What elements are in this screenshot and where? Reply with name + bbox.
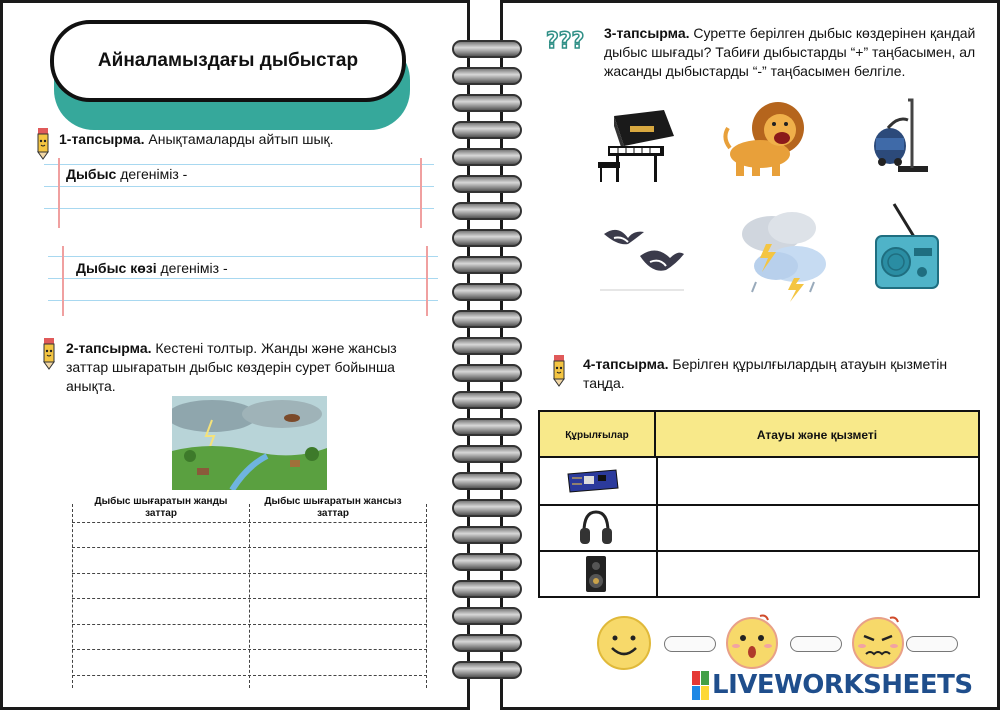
task4-table xyxy=(538,410,980,598)
liveworksheets-text: LIVEWORKSHEETS xyxy=(712,670,973,700)
thunderstorm-image[interactable] xyxy=(736,208,830,304)
definition-sound: Дыбыс дегеніміз - xyxy=(66,166,188,182)
svg-text:???: ??? xyxy=(546,29,585,54)
task1-heading: 1-тапсырма. Анықтамаларды айтып шық. xyxy=(59,131,334,147)
birds-image[interactable] xyxy=(600,220,684,292)
definition-sound-input[interactable] xyxy=(180,160,420,208)
task4-answer-1[interactable] xyxy=(660,460,976,502)
emoji-answer-1[interactable] xyxy=(664,636,716,652)
piano-image[interactable] xyxy=(594,106,678,186)
nature-scene-image xyxy=(172,396,327,490)
surprised-face-icon xyxy=(722,612,782,670)
worried-face-icon xyxy=(848,612,908,670)
task2-col-nonliving: Дыбыс шығаратын жансыз заттар xyxy=(264,496,402,519)
pencil-icon xyxy=(32,126,54,160)
definition-source-input[interactable] xyxy=(230,254,425,302)
pencil-icon xyxy=(38,336,60,370)
lion-image[interactable] xyxy=(722,98,814,180)
task2-nonliving-inputs[interactable] xyxy=(251,524,425,684)
title-banner xyxy=(50,20,410,110)
vacuum-cleaner-image[interactable] xyxy=(868,96,934,182)
pencil-icon xyxy=(548,353,570,387)
smiling-face-icon xyxy=(594,616,654,670)
task4-answer-2[interactable] xyxy=(660,506,976,548)
task4-col-name-function: Атауы және қызметі xyxy=(756,428,878,442)
definition-sound-source: Дыбыс көзі дегеніміз - xyxy=(76,260,228,276)
question-marks-icon xyxy=(546,26,598,54)
emoji-answer-3[interactable] xyxy=(906,636,958,652)
page-title: Айналамыздағы дыбыстар xyxy=(50,20,406,102)
task4-heading: 4-тапсырма. Берілген құрылғылардың атауын қызметін таңда. xyxy=(583,356,948,391)
task2-heading: 2-тапсырма. Кестені толтыр. Жанды және жансыз заттар шығаратын дыбыс көздерін сурет бойынша анықта. xyxy=(66,340,397,394)
spiral-binding xyxy=(446,40,526,700)
circuit-board-icon xyxy=(562,466,622,496)
task4-col-devices: Құрылғылар xyxy=(540,412,656,458)
headphones-icon xyxy=(578,508,614,548)
task2-col-living: Дыбыс шығаратын жанды заттар xyxy=(94,496,228,519)
task3-heading: 3-тапсырма. Суретте берілген дыбыс көздерінен қандай дыбыс шығады? Табиғи дыбыстарды “+” таңбасымен, ал жасанды дыбыстарды “-” таңбасымен белгіле. xyxy=(604,25,976,79)
task4-answer-3[interactable] xyxy=(660,552,976,596)
speaker-icon xyxy=(584,554,608,594)
radio-image[interactable] xyxy=(872,200,942,292)
task2-living-inputs[interactable] xyxy=(74,524,248,684)
liveworksheets-logo xyxy=(692,668,973,702)
task2-table xyxy=(72,494,427,688)
liveworksheets-mark xyxy=(692,671,709,700)
emoji-answer-2[interactable] xyxy=(790,636,842,652)
